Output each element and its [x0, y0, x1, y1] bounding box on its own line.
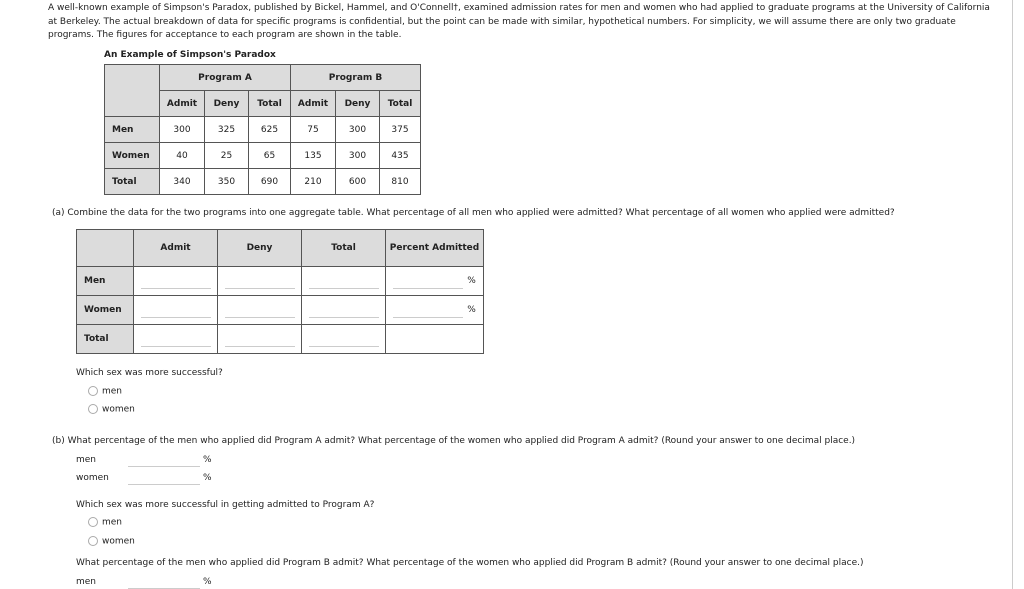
row-label: Women	[105, 143, 160, 169]
simpson-table	[104, 64, 421, 195]
row-label: Women	[77, 296, 134, 325]
men-program-a-percent-input[interactable]	[128, 454, 200, 467]
option-label: men	[102, 517, 123, 528]
total-cell	[302, 296, 386, 325]
radio-option-women[interactable]	[88, 536, 135, 547]
table-cell: 325	[205, 117, 249, 143]
table-cell: 810	[380, 169, 421, 195]
col-header: Total	[302, 230, 386, 267]
table-cell: 690	[249, 169, 291, 195]
col-header: Total	[249, 91, 291, 117]
corner-cell	[105, 65, 160, 117]
table-cell: 210	[291, 169, 336, 195]
option-label: women	[102, 536, 135, 547]
option-label: women	[102, 404, 135, 415]
col-header: Deny	[205, 91, 249, 117]
col-header: Admit	[291, 91, 336, 117]
deny-cell	[218, 296, 302, 325]
admit-cell	[134, 325, 218, 354]
percent-cell	[386, 325, 484, 354]
program-a-header: Program A	[160, 65, 291, 91]
radio-icon	[88, 517, 98, 527]
total-admit-input[interactable]	[141, 332, 211, 347]
radio-icon	[88, 386, 98, 396]
deny-cell	[218, 267, 302, 296]
radio-option-men[interactable]	[88, 517, 122, 528]
row-label: Men	[77, 267, 134, 296]
women-program-a-percent-input[interactable]	[128, 472, 200, 485]
table-cell: 435	[380, 143, 421, 169]
percent-cell	[386, 267, 484, 296]
women-label: women	[76, 473, 109, 483]
men-label: men	[76, 455, 97, 465]
total-total-input[interactable]	[309, 332, 379, 347]
table-cell: 135	[291, 143, 336, 169]
table-cell: 600	[336, 169, 380, 195]
table-row	[105, 117, 421, 143]
aggregate-table	[76, 229, 484, 354]
women-total-input[interactable]	[309, 303, 379, 318]
option-label: men	[102, 386, 123, 397]
radio-option-women[interactable]	[88, 404, 135, 415]
percent-sign: %	[203, 577, 212, 587]
percent-cell	[386, 296, 484, 325]
deny-cell	[218, 325, 302, 354]
total-cell	[302, 267, 386, 296]
radio-icon	[88, 536, 98, 546]
women-percent-input[interactable]	[393, 303, 463, 318]
which-sex-question-a: Which sex was more successful?	[76, 368, 223, 378]
percent-sign: %	[203, 455, 212, 465]
row-label: Men	[105, 117, 160, 143]
table-caption: An Example of Simpson's Paradox	[104, 50, 276, 60]
men-percent-input[interactable]	[393, 274, 463, 289]
radio-icon	[88, 404, 98, 414]
table-cell: 300	[336, 117, 380, 143]
col-header: Admit	[160, 91, 205, 117]
col-header: Deny	[336, 91, 380, 117]
women-deny-input[interactable]	[225, 303, 295, 318]
program-b-question: What percentage of the men who applied did Program B admit? What percentage of the women who applied did Program B admit? (Round your answer to one decimal place.)	[76, 558, 864, 568]
which-sex-question-b: Which sex was more successful in getting admitted to Program A?	[76, 500, 375, 510]
page-border	[1012, 0, 1013, 589]
table-cell: 75	[291, 117, 336, 143]
col-header: Percent Admitted	[386, 230, 484, 267]
men-admit-input[interactable]	[141, 274, 211, 289]
table-cell: 625	[249, 117, 291, 143]
table-cell: 375	[380, 117, 421, 143]
col-header: Total	[380, 91, 421, 117]
admit-cell	[134, 267, 218, 296]
percent-sign: %	[203, 473, 212, 483]
table-cell: 65	[249, 143, 291, 169]
percent-sign: %	[467, 276, 476, 286]
percent-sign: %	[467, 305, 476, 315]
intro-paragraph: A well-known example of Simpson's Paradox, published by Bickel, Hammel, and O'Connell†, examined admission rates for men and women who had applied to graduate programs at the University of California at Berkeley. The actual breakdown of data for specific programs is confidential, but the point can be made with similar, hypothetical numbers. For simplicity, we will assume there are only two graduate programs. The figures for acceptance to each program are shown in the table.	[48, 3, 990, 40]
row-label: Total	[105, 169, 160, 195]
table-cell: 25	[205, 143, 249, 169]
table-cell: 300	[336, 143, 380, 169]
men-deny-input[interactable]	[225, 274, 295, 289]
table-cell: 40	[160, 143, 205, 169]
corner-cell	[77, 230, 134, 267]
part-b-question: (b) What percentage of the men who applied did Program A admit? What percentage of the women who applied did Program A admit? (Round your answer to one decimal place.)	[52, 436, 856, 446]
radio-option-men[interactable]	[88, 386, 122, 397]
col-header: Deny	[218, 230, 302, 267]
women-admit-input[interactable]	[141, 303, 211, 318]
table-cell: 300	[160, 117, 205, 143]
col-header: Admit	[134, 230, 218, 267]
men-label: men	[76, 577, 97, 587]
men-program-b-percent-input[interactable]	[128, 576, 200, 589]
table-row	[105, 169, 421, 195]
total-deny-input[interactable]	[225, 332, 295, 347]
total-cell	[302, 325, 386, 354]
men-total-input[interactable]	[309, 274, 379, 289]
table-cell: 340	[160, 169, 205, 195]
part-a-question: (a) Combine the data for the two programs into one aggregate table. What percentage of all men who applied were admitted? What percentage of all women who applied were admitted?	[52, 208, 895, 218]
table-row	[105, 143, 421, 169]
program-b-header: Program B	[291, 65, 421, 91]
row-label: Total	[77, 325, 134, 354]
admit-cell	[134, 296, 218, 325]
table-cell: 350	[205, 169, 249, 195]
